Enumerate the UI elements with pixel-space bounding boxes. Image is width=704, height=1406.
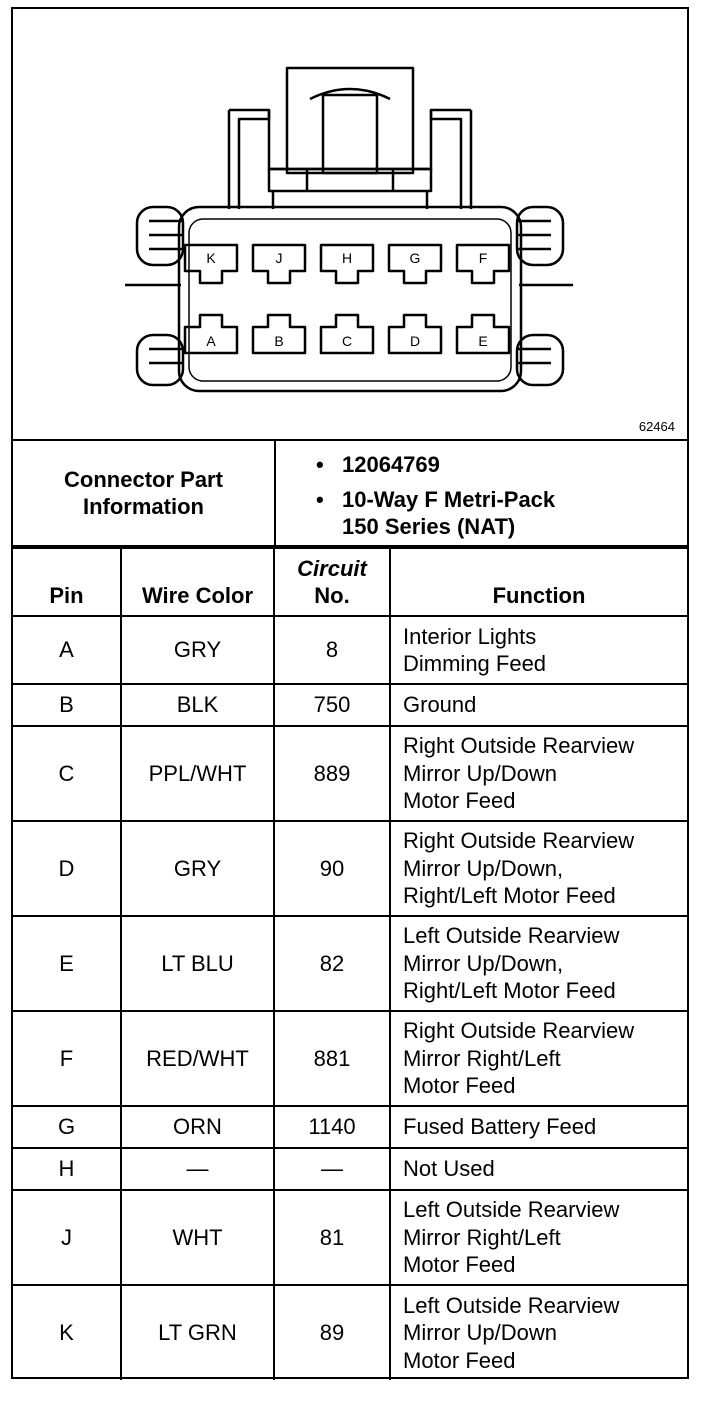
- pin-label-h: H: [341, 250, 353, 266]
- table-row: [13, 1011, 687, 1106]
- pin-label-a: A: [206, 333, 216, 349]
- pin-cell: A: [13, 616, 121, 684]
- pin-table: [13, 547, 687, 1380]
- wire-color-cell: LT GRN: [121, 1285, 274, 1380]
- pin-cell: E: [13, 916, 121, 1011]
- pin-cell: H: [13, 1148, 121, 1190]
- pin-cell: G: [13, 1106, 121, 1148]
- pin-cell: C: [13, 726, 121, 821]
- circuit-cell: —: [274, 1148, 390, 1190]
- function-line: Mirror Up/Down: [403, 1320, 558, 1346]
- pin-label-f: F: [478, 250, 488, 266]
- pin-label-j: J: [275, 250, 283, 266]
- circuit-cell: 89: [274, 1285, 390, 1380]
- function-cell: [390, 1106, 687, 1148]
- connector-info-list: [316, 451, 555, 548]
- circuit-cell: 81: [274, 1190, 390, 1285]
- function-cell: [390, 916, 687, 1011]
- pin-cell: F: [13, 1011, 121, 1106]
- table-row: [13, 1285, 687, 1380]
- function-line: Motor Feed: [403, 1073, 516, 1099]
- latch-drawing: [229, 68, 471, 209]
- connector-body-drawing: [179, 207, 521, 391]
- wire-color-cell: PPL/WHT: [121, 726, 274, 821]
- function-line: Mirror Up/Down: [403, 760, 558, 786]
- connector-part-info: [13, 439, 687, 547]
- wire-color-cell: RED/WHT: [121, 1011, 274, 1106]
- function-line: Right Outside Rearview: [403, 733, 635, 759]
- function-line: Motor Feed: [403, 1347, 516, 1373]
- function-line: Interior Lights: [403, 623, 537, 649]
- function-line: Fused Battery Feed: [403, 1114, 597, 1140]
- connector-type-line2: 150 Series (NAT): [342, 514, 516, 539]
- pin-cell: D: [13, 821, 121, 916]
- pin-label-g: G: [409, 250, 421, 266]
- function-cell: [390, 616, 687, 684]
- function-line: Right/Left Motor Feed: [403, 978, 616, 1004]
- wire-color-cell: ORN: [121, 1106, 274, 1148]
- wire-color-cell: GRY: [121, 616, 274, 684]
- function-cell: [390, 1190, 687, 1285]
- function-line: Mirror Right/Left: [403, 1224, 561, 1250]
- pin-cell: K: [13, 1285, 121, 1380]
- table-row: [13, 1190, 687, 1285]
- circuit-cell: 881: [274, 1011, 390, 1106]
- figure-id: 62464: [638, 419, 675, 434]
- connector-info-label-line2: Information: [82, 494, 204, 519]
- wire-color-cell: WHT: [121, 1190, 274, 1285]
- connector-info-label: [13, 441, 276, 545]
- pin-label-k: K: [206, 250, 216, 266]
- wire-color-cell: BLK: [121, 684, 274, 726]
- table-row: [13, 616, 687, 684]
- function-line: Ground: [403, 692, 477, 718]
- side-rails-drawing: [125, 207, 573, 385]
- connector-info-label-line1: Connector Part: [64, 467, 223, 492]
- function-line: Left Outside Rearview: [403, 1292, 620, 1318]
- function-line: Left Outside Rearview: [403, 923, 620, 949]
- table-row: [13, 916, 687, 1011]
- wire-color-cell: LT BLU: [121, 916, 274, 1011]
- circuit-cell: 889: [274, 726, 390, 821]
- function-line: Motor Feed: [403, 1252, 516, 1278]
- header-circuit-line1: Circuit: [297, 556, 367, 581]
- connector-diagram: [13, 9, 687, 439]
- function-cell: [390, 1148, 687, 1190]
- function-line: Right Outside Rearview: [403, 1018, 635, 1044]
- circuit-cell: 8: [274, 616, 390, 684]
- table-row: [13, 726, 687, 821]
- circuit-cell: 90: [274, 821, 390, 916]
- connector-face-drawing: [13, 9, 687, 439]
- pin-cell: B: [13, 684, 121, 726]
- table-row: [13, 1148, 687, 1190]
- function-line: Mirror Up/Down,: [403, 855, 564, 881]
- connector-sheet: [11, 7, 689, 1379]
- part-number: • 12064769: [316, 451, 555, 478]
- pin-label-d: D: [409, 333, 421, 349]
- function-cell: [390, 684, 687, 726]
- function-cell: [390, 821, 687, 916]
- circuit-cell: 750: [274, 684, 390, 726]
- table-row: [13, 1106, 687, 1148]
- function-line: Motor Feed: [403, 788, 516, 814]
- function-cell: [390, 1011, 687, 1106]
- function-line: Dimming Feed: [403, 651, 547, 676]
- pin-rows: [13, 616, 687, 1380]
- connector-type: [316, 486, 555, 540]
- pin-cell: J: [13, 1190, 121, 1285]
- header-circuit-no: [274, 548, 390, 616]
- header-wire-color: Wire Color: [121, 548, 274, 616]
- wire-color-cell: GRY: [121, 821, 274, 916]
- wire-color-cell: —: [121, 1148, 274, 1190]
- function-line: Not Used: [403, 1156, 495, 1182]
- pin-label-c: C: [341, 333, 353, 349]
- function-line: Mirror Up/Down,: [403, 950, 564, 976]
- table-header-row: [13, 548, 687, 616]
- header-pin: Pin: [13, 548, 121, 616]
- function-cell: [390, 726, 687, 821]
- function-line: Left Outside Rearview: [403, 1197, 620, 1223]
- function-line: Mirror Right/Left: [403, 1045, 561, 1071]
- header-function: Function: [390, 548, 687, 616]
- circuit-cell: 1140: [274, 1106, 390, 1148]
- pin-label-e: E: [478, 333, 488, 349]
- header-circuit-line2: No.: [314, 583, 350, 608]
- table-row: [13, 821, 687, 916]
- function-cell: [390, 1285, 687, 1380]
- table-row: [13, 684, 687, 726]
- connector-type-line1: • 10-Way F Metri-Pack: [342, 487, 556, 512]
- circuit-cell: 82: [274, 916, 390, 1011]
- function-line: Right Outside Rearview: [403, 828, 635, 854]
- bottom-pin-cavities: [185, 315, 509, 353]
- function-line: Right/Left Motor Feed: [403, 883, 616, 909]
- pin-label-b: B: [274, 333, 284, 349]
- top-pin-cavities: [185, 245, 509, 283]
